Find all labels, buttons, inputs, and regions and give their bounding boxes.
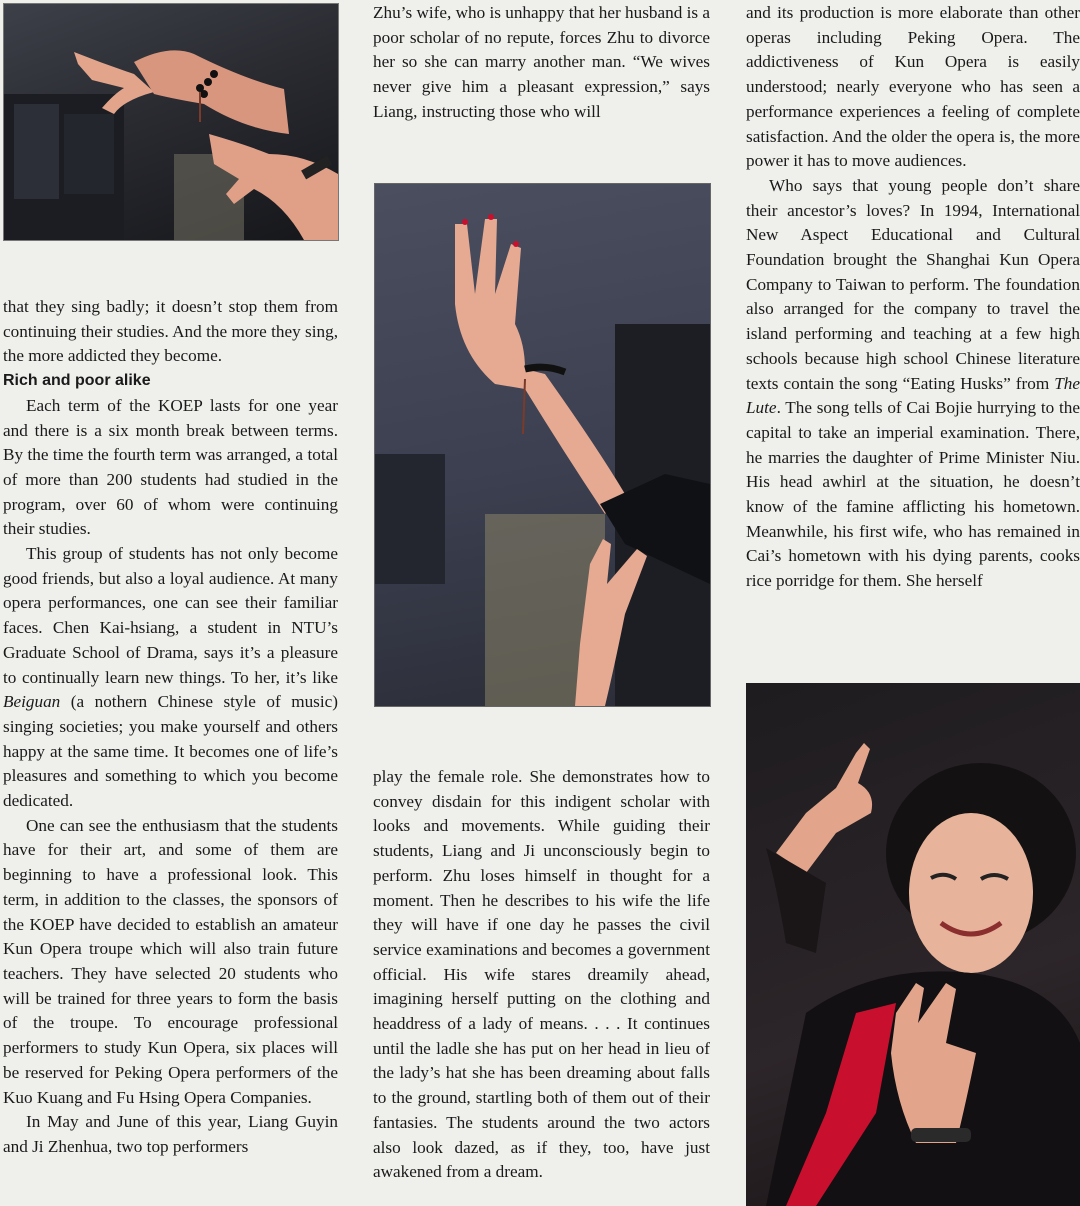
text-run: (a nothern Chinese style of music) singing societies; you make yourself and others happy at the same time. It becomes one of life’s pleasures and something to which you become dedicated.	[3, 692, 338, 811]
italic-term: Beiguan	[3, 692, 61, 712]
raised-hands-image	[375, 184, 710, 706]
raised-hands-photo	[374, 183, 711, 707]
article-column-3	[746, 1, 1080, 594]
smiling-performer-photo	[746, 683, 1080, 1206]
article-column-2-top	[373, 1, 710, 125]
hands-bracelet-photo	[3, 3, 339, 241]
article-column-2-bottom	[373, 765, 710, 1185]
article-column-1	[3, 295, 338, 1160]
text-run: Who says that young people don’t share their ancestor’s loves? In 1994, International New Aspect Educational and Cultural Foundation brought the Shanghai Kun Opera Company to Taiwan to perform. The foundation also arranged for the company to travel the island performing and teaching at a few high schools because high school Chinese literature texts contain the song “Eating Husks” from	[746, 175, 1080, 393]
paragraph	[3, 542, 338, 814]
paragraph: and its production is more elaborate than other operas including Peking Opera. The addictiveness of Kun Opera is easily understood; nearly everyone who has seen a performance experiences a feeling of complete satisfaction. And the older the opera is, the more power it has to move audiences.	[746, 3, 1080, 171]
italic-title: The Lute	[746, 373, 1080, 418]
paragraph: Each term of the KOEP lasts for one year and there is a six month break between terms. By the time the fourth term was arranged, a total of more than 200 students had studied in the program, over 60 of whom were continuing their studies.	[3, 395, 338, 539]
paragraph: In May and June of this year, Liang Guyin and Ji Zhenhua, two top performers	[3, 1112, 338, 1156]
paragraph: play the female role. She demonstrates how to convey disdain for this indigent scholar with looks and movements. While guiding their students, Liang and Ji unconsciously begin to perform. Zhu loses himself in thought for a moment. Then he describes to his wife the life they will have if one day he passes the civil service examinations and becomes a government official. His wife stares dreamily ahead, imagining herself putting on the clothing and headdress of a lady of means. . . . It continues until the ladle she has put on her head in lieu of the lady’s hat she has been dreaming about falls to the ground, startling both of them out of their fantasies. The students around the two actors also look dazed, as if they, too, have just awakened from a dream.	[373, 767, 710, 1182]
paragraph	[746, 174, 1080, 594]
paragraph: One can see the enthusiasm that the students have for their art, and some of them are beginning to have a professional look. This term, in addition to the classes, the sponsors of the KOEP have decided to establish an amateur Kun Opera troupe which will also train future teachers. They have selected 20 students who will be trained for three years to form the basis of the troupe. To encourage professional performers to study Kun Opera, six places will be reserved for Peking Opera performers of the Kuo Kuang and Fu Hsing Opera Companies.	[3, 815, 338, 1107]
paragraph: that they sing badly; it doesn’t stop them from continuing their studies. And the more they sing, the more addicted they become.	[3, 297, 338, 366]
smiling-performer-image	[746, 683, 1080, 1206]
paragraph: Zhu’s wife, who is unhappy that her husband is a poor scholar of no repute, forces Zhu to divorce her so she can marry another man. “We wives never give him a pleasant expression,” says Liang, instructing those who will	[373, 3, 711, 121]
text-run: This group of students has not only become good friends, but also a loyal audience. At many opera performances, one can see their familiar faces. Chen Kai-hsiang, a student in NTU’s Graduate School of Drama, says it’s a pleasure to continually learn new things. To her, it’s like	[3, 544, 338, 687]
hands-bracelet-image	[4, 4, 338, 240]
section-heading: Rich and poor alike	[3, 372, 151, 390]
text-run: . The song tells of Cai Bojie hurrying to the capital to take an imperial examination. There, he marries the daughter of Prime Minister Niu. His head awhirl at the situation, he doesn’t know of the famine afflicting his hometown. Meanwhile, his first wife, who has remained in Cai’s hometown with his dying parents, cooks rice porridge for them. She herself	[746, 398, 1080, 591]
